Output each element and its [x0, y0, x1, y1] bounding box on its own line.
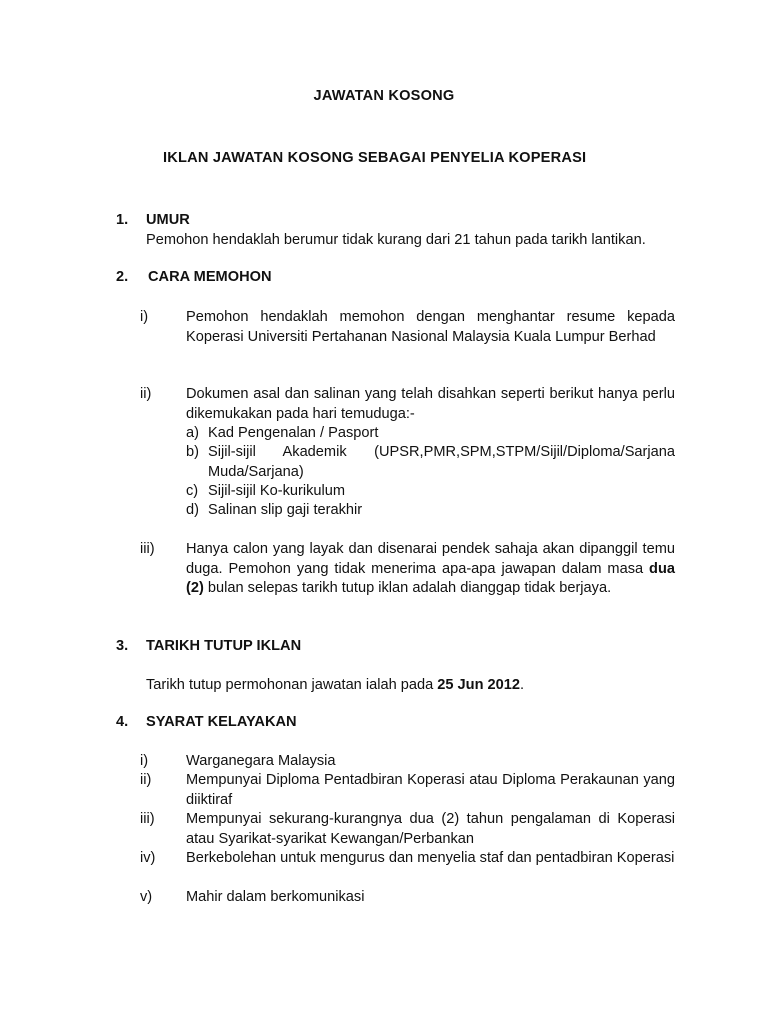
- document-title: JAWATAN KOSONG: [313, 88, 455, 104]
- section-number-syarat: 4.: [116, 714, 129, 730]
- list-marker: i): [140, 309, 149, 325]
- sub-list-marker: c): [186, 483, 199, 499]
- syarat-item: Warganegara Malaysia: [186, 753, 336, 769]
- section-number-tarikh-tutup: 3.: [116, 638, 129, 654]
- sub-list-item: Sijil-sijil Ko-kurikulum: [208, 483, 346, 499]
- closing-date: 25 Jun 2012: [437, 677, 521, 693]
- tarikh-text-before: Tarikh tutup permohonan jawatan ialah pada: [146, 677, 438, 693]
- syarat-item: Mempunyai Diploma Pentadbiran Koperasi atau Diploma Perakaunan yang diiktiraf: [186, 772, 675, 808]
- sub-list-item: Salinan slip gaji terakhir: [208, 502, 363, 518]
- list-marker: ii): [140, 386, 152, 402]
- section-heading-cara-memohon: CARA MEMOHON: [148, 269, 272, 285]
- syarat-item: Berkebolehan untuk mengurus dan menyelia staf dan pentadbiran Koperasi: [186, 850, 675, 866]
- umur-text: Pemohon hendaklah berumur tidak kurang dari 21 tahun pada tarikh lantikan.: [146, 232, 646, 248]
- section-number-cara-memohon: 2.: [116, 269, 129, 285]
- tarikh-tutup-text: [146, 676, 524, 696]
- sub-list-marker: d): [186, 502, 199, 518]
- sub-list-item: Kad Pengenalan / Pasport: [208, 425, 379, 441]
- section-heading-tarikh-tutup: TARIKH TUTUP IKLAN: [146, 638, 302, 654]
- item-iii-text-before: Hanya calon yang layak dan disenarai pendek sahaja akan dipanggil temu duga. Pemohon yang tidak menerima apa-apa jawapan dalam masa: [186, 541, 675, 577]
- sub-list-item: Sijil-sijil Akademik (UPSR,PMR,SPM,STPM/Sijil/Diploma/Sarjana Muda/Sarjana): [208, 444, 675, 480]
- tarikh-text-after: .: [520, 677, 525, 693]
- sub-list-marker: a): [186, 425, 199, 441]
- item-iii-text-bold: dua (2): [186, 560, 675, 596]
- section-number-umur: 1.: [116, 212, 129, 228]
- list-marker: iii): [140, 811, 155, 827]
- list-marker: i): [140, 753, 149, 769]
- syarat-item: Mempunyai sekurang-kurangnya dua (2) tahun pengalaman di Koperasi atau Syarikat-syarikat Kewangan/Perbankan: [186, 811, 675, 847]
- cara-memohon-item-ii: Dokumen asal dan salinan yang telah disahkan seperti berikut hanya perlu dikemukakan pada hari temuduga:-: [186, 386, 675, 422]
- document-subtitle: IKLAN JAWATAN KOSONG SEBAGAI PENYELIA KOPERASI: [163, 150, 587, 166]
- list-marker: iii): [140, 541, 155, 557]
- cara-memohon-item-iii: [186, 540, 675, 599]
- section-heading-umur: UMUR: [146, 212, 190, 228]
- cara-memohon-item-i: Pemohon hendaklah memohon dengan menghantar resume kepada Koperasi Universiti Pertahanan Nasional Malaysia Kuala Lumpur Berhad: [186, 309, 675, 345]
- list-marker: ii): [140, 772, 152, 788]
- item-iii-text-after: bulan selepas tarikh tutup iklan adalah dianggap tidak berjaya.: [203, 580, 612, 596]
- list-marker: iv): [140, 850, 156, 866]
- sub-list-marker: b): [186, 444, 199, 460]
- syarat-item: Mahir dalam berkomunikasi: [186, 889, 365, 905]
- list-marker: v): [140, 889, 153, 905]
- section-heading-syarat: SYARAT KELAYAKAN: [146, 714, 297, 730]
